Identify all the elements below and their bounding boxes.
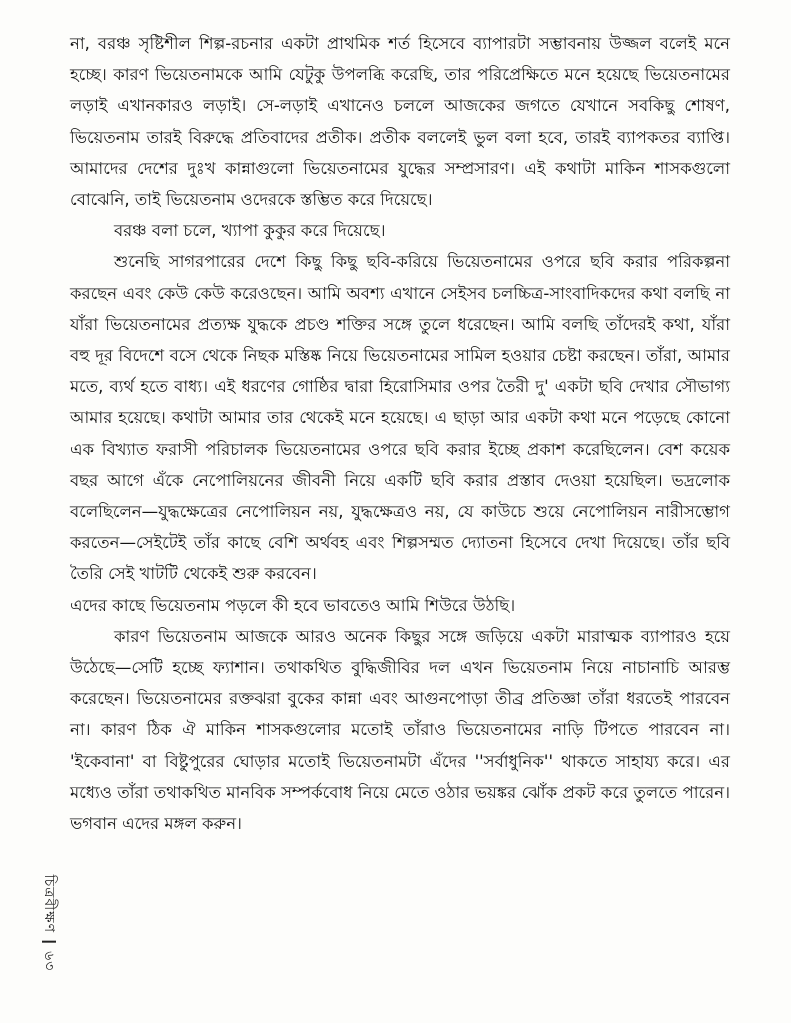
- paragraph-3: শুনেছি সাগরপারের দেশে কিছু কিছু ছবি-করিয়ে ভিয়েতনামের ওপরে ছবি করার পরিকল্পনা করছেন এবং কেউ কেউ করেওছেন। আমি অবশ্য এখানে সেইসব চলচ্চিত্র-সাংবাদিকদের কথা বলছি না যাঁরা ভিয়েতনামের প্রত্যক্ষ যুদ্ধকে প্রচণ্ড শক্তির সঙ্গে তুলে ধরেছেন। আমি বলছি তাঁদেরই কথা, যাঁরা বহু দূর বিদেশে বসে থেকে নিছক মস্তিষ্ক নিয়ে ভিয়েতনামের সামিল হওয়ার চেষ্টা করছেন। তাঁরা, আমার মতে, ব্যর্থ হতে বাধ্য। এই ধরণের গোষ্ঠির দ্বারা হিরোসিমার ওপর তৈরী দু' একটা ছবি দেখার সৌভাগ্য আমার হয়েছে। কথাটা আমার তার থেকেই মনে হয়েছে। এ ছাড়া আর একটা কথা মনে পড়েছে কোনো এক বিখ্যাত ফরাসী পরিচালক ভিয়েতনামের ওপরে ছবি করার ইচ্ছে প্রকাশ করেছিলেন। বেশ কয়েক বছর আগে এঁকে নেপোলিয়নের জীবনী নিয়ে একটি ছবি করার প্রস্তাব দেওয়া হয়েছিল। ভদ্রলোক বলেছিলেন—যুদ্ধক্ষেত্রের নেপোলিয়ন নয়, যুদ্ধক্ষেত্রও নয়, যে কাউচে শুয়ে নেপোলিয়ন নারীসম্ভোগ করতেন—সেইটেই তাঁর কাছে বেশি অর্থবহ এবং শিল্পসম্মত দ্যোতনা হিসেবে দেখা দিয়েছে। তাঁর ছবি তৈরি সেই খাটটি থেকেই শুরু করবেন।: [70, 252, 730, 584]
- page-number: ৬৩: [41, 951, 57, 972]
- margin-label: [37, 875, 61, 972]
- margin-footer: [34, 858, 64, 988]
- paragraph-1: না, বরঞ্চ সৃষ্টিশীল শিল্প-রচনার একটা প্রাথমিক শর্ত হিসেবে ব্যাপারটা সম্ভাবনায় উজ্জল বলেই মনে হচ্ছে। কারণ ভিয়েতনামকে আমি যেটুকু উপলব্ধি করেছি, তার পরিপ্রেক্ষিতে মনে হয়েছে ভিয়েতনামের লড়াই এখানকারও লড়াই। সে-লড়াই এখানেও চললে আজকের জগতে যেখানে সবকিছু শোষণ, ভিয়েতনাম তারই বিরুদ্ধে প্রতিবাদের প্রতীক। প্রতীক বললেই ভুল বলা হবে, তারই ব্যাপকতর ব্যাপ্তি। আমাদের দেশের দুঃখ কান্নাগুলো ভিয়েতনামের যুদ্ধের সম্প্রসারণ। এই কথাটা মাকিন শাসকগুলো বোঝেনি, তাই ভিয়েতনাম ওদেরকে স্তম্ভিত করে দিয়েছে।: [70, 34, 730, 210]
- margin-separator: [42, 941, 56, 943]
- running-title: চিত্রবীক্ষণ: [41, 874, 57, 934]
- body-text: [70, 28, 730, 839]
- paragraph-2: বরঞ্চ বলা চলে, খ্যাপা কুকুর করে দিয়েছে।: [114, 221, 386, 241]
- paragraph-5: কারণ ভিয়েতনাম আজকে আরও অনেক কিছুর সঙ্গে জড়িয়ে একটা মারাত্মক ব্যাপারও হয়ে উঠেছে—সেটি হচ্ছে ফ্যাশান। তথাকথিত বুদ্ধিজীবির দল এখন ভিয়েতনাম নিয়ে নাচানাচি আরম্ভ করেছেন। ভিয়েতনামের রক্তঝরা বুকের কান্না এবং আগুনপোড়া তীব্র প্রতিজ্ঞা তাঁরা ধরতেই পারবেন না। কারণ ঠিক ঐ মাকিন শাসকগুলোর মতোই তাঁরাও ভিয়েতনামের নাড়ি টিপতে পারবেন না। 'ইকেবানা' বা বিষ্টুপুরের ঘোড়ার মতোই ভিয়েতনামটা এঁদের ''সর্বাধুনিক'' থাকতে সাহায্য করে। এর মধ্যেও তাঁরা তথাকথিত মানবিক সম্পর্কবোধ নিয়ে মেতে ওঠার ভয়ঙ্কর ঝোঁক প্রকট করে তুলতে পারেন। ভগবান এদের মঙ্গল করুন।: [70, 626, 730, 834]
- paragraph-4: এদের কাছে ভিয়েতনাম পড়লে কী হবে ভাবতেও আমি শিউরে উঠছি।: [70, 595, 516, 615]
